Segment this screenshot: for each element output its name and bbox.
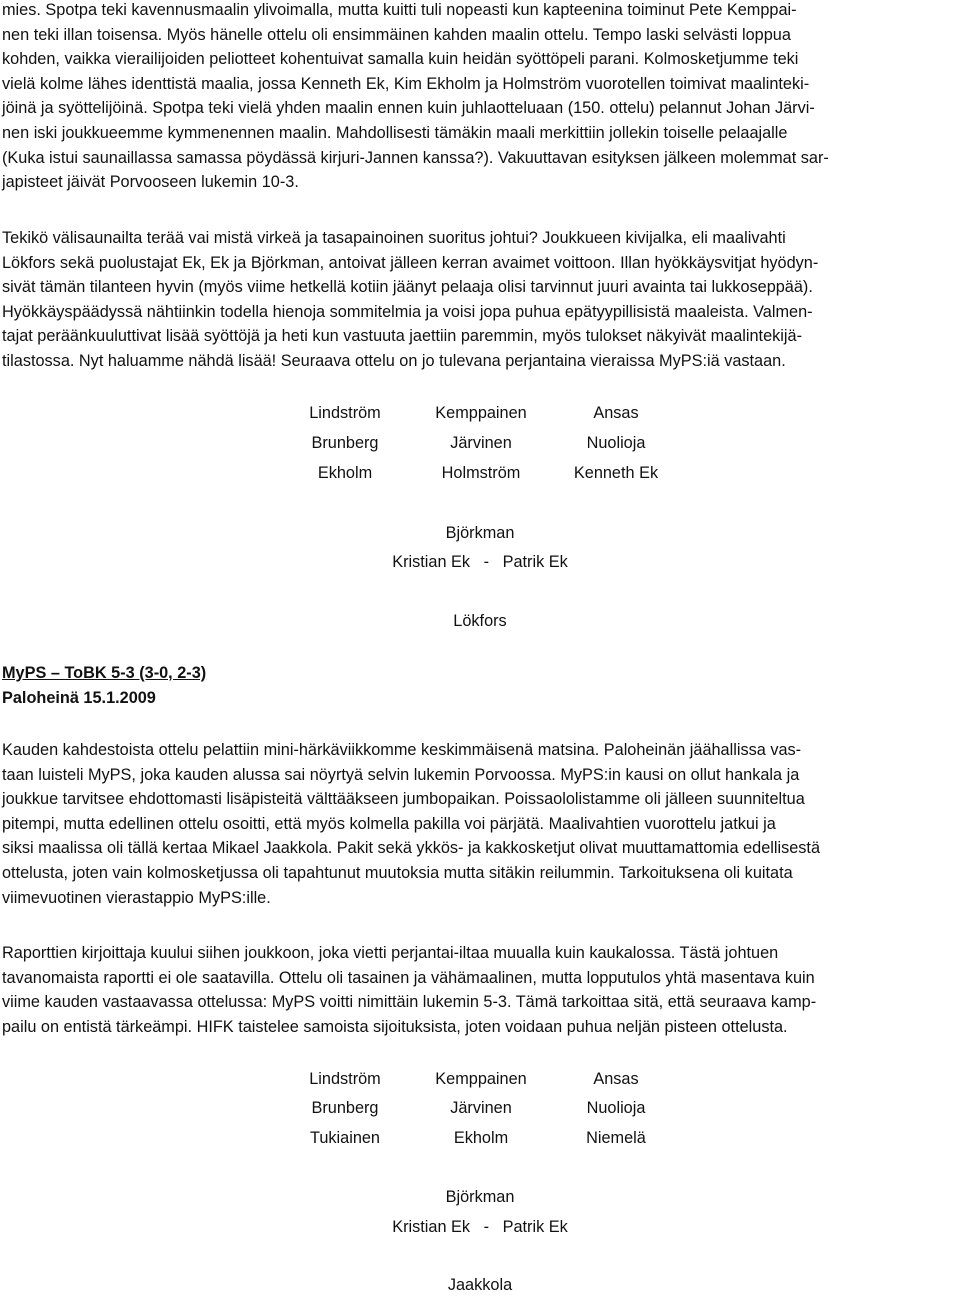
player-name: Brunberg <box>311 1099 379 1117</box>
player-name: Kemppainen <box>435 1070 527 1088</box>
player-name: Ekholm <box>317 464 373 482</box>
report-paragraph-3: Kauden kahdestoista ottelu pelattiin mini-härkäviikkomme keskimmäisenä matsina. Paloheinän jäähallissa vas- taan luisteli MyPS, joka kauden alussa sai nöyrtyä selvin lukemin Porvoossa. MyPS:in kausi on ollut hankala ja joukkue tarvitsee ehdottomasti lisäpisteitä välttääkseen jumbopaikan. Poissaololistamme oli jälleen suunniteltua pitempi, mutta edellinen ottelu osoitti, että myös kolmella pakilla voi pärjätä. Maalivahtien vuorottelu jatkui ja siksi maalissa oli tällä kertaa Mikael Jaakkola. Pakit sekä ykkös- ja kakkosketjut olivat muuttamattomia edellisestä ottelusta, joten vain kolmosketjussa oli tapahtunut muutoksia mutta sitäkin reilummin. Tarkoituksena oli kuitata viimevuotinen vierastappio MyPS:ille. <box>2 741 821 907</box>
player-name: Lindström <box>309 1070 381 1088</box>
player-name: Holmström <box>441 464 521 482</box>
match-venue-date: Paloheinä 15.1.2009 <box>2 689 156 707</box>
forward-line-3 <box>0 464 960 488</box>
goalie: Lökfors <box>453 612 507 630</box>
match-title: MyPS – ToBK 5-3 (3-0, 2-3) <box>2 664 207 682</box>
defense-pair: Kristian Ek - Patrik Ek <box>392 553 568 571</box>
player-name: Lindström <box>309 404 381 422</box>
player-name: Kenneth Ek <box>573 464 659 482</box>
player-name: Järvinen <box>450 434 512 452</box>
report-paragraph-4: Raporttien kirjoittaja kuului siihen joukkoon, joka vietti perjantai-iltaa muualla kuin kaukalossa. Tästä johtuen tavanomaista raportti ei ole saatavilla. Ottelu oli tasainen ja vähämaalinen, mutta lopputulos yhtä masentava kuin viime kauden vastaavassa ottelussa: MyPS voitti nimittäin lukemin 5-3. Tämä tarkoittaa sitä, että seuraava kamp- pailu on entistä tärkeämpi. HIFK taistelee samoista sijoituksista, joten voidaan puhua neljän pisteen ottelusta. <box>2 944 817 1036</box>
player-name: Brunberg <box>311 434 379 452</box>
player-name: Nuolioja <box>586 1099 646 1117</box>
forward-line-1 <box>0 404 960 428</box>
player-name: Ansas <box>593 404 639 422</box>
forward-line-3 <box>0 1129 960 1153</box>
player-name: Tukiainen <box>310 1129 380 1147</box>
player-name: Ansas <box>593 1070 639 1088</box>
forward-line-2 <box>0 434 960 458</box>
goalie: Jaakkola <box>447 1276 513 1294</box>
player-name: Nuolioja <box>586 434 646 452</box>
extra-defender: Björkman <box>445 524 515 542</box>
player-name: Järvinen <box>450 1099 512 1117</box>
report-paragraph-1: mies. Spotpa teki kavennusmaalin ylivoimalla, mutta kuitti tuli nopeasti kun kapteenina toiminut Pete Kemppai- nen teki illan toisensa. Myös hänelle ottelu oli ensimmäinen kahden maalin ottelu. Tempo laski selvästi loppua kohden, vaikka vierailijoiden peliotteet kohentuivat samalla kuin heidän syöttöpeli parani. Kolmosketjumme teki vielä kolme lähes identtistä maalia, jossa Kenneth Ek, Kim Ekholm ja Holmström vuorotellen toimivat maalinteki- jöinä ja syöttelijöinä. Spotpa teki vielä yhden maalin ennen kuin juhlaotteluaan (150. ottelu) pelannut Johan Järvi- nen iski joukkueemme kymmenennen maalin. Mahdollisesti tämäkin maali merkittiin jollekin toiselle pelaajalle (Kuka istui saunaillassa samassa pöydässä kirjuri-Jannen kanssa?). Vakuuttavan esityksen jälkeen molemmat sar- japisteet jäivät Porvooseen lukemin 10-3. <box>2 1 829 192</box>
forward-line-2 <box>0 1099 960 1123</box>
player-name: Niemelä <box>586 1129 646 1147</box>
extra-defender: Björkman <box>445 1188 515 1206</box>
player-name: Kemppainen <box>435 404 527 422</box>
defense-pair: Kristian Ek - Patrik Ek <box>392 1218 568 1236</box>
report-paragraph-2: Tekikö välisaunailta terää vai mistä virkeä ja tasapainoinen suoritus johtui? Joukkueen kivijalka, eli maalivahti Lökfors sekä puolustajat Ek, Ek ja Björkman, antoivat jälleen kerran avaimet voittoon. Illan hyökkäysvitjat hyödyn- sivät tämän tilanteen hyvin (myös viime hetkellä kotiin jäänyt pelaaja olisi tarvinnut juuri avainta tai lukkoseppää). Hyökkäyspäädyssä nähtiinkin todella hienoja sommitelmia ja voisi jopa puhua epätyypillisistä maaleista. Valmen- tajat peräänkuuluttivat lisää syöttöjä ja heti kun vastuuta jaettiin paremmin, myös tulokset näkyivät maalintekijä- tilastossa. Nyt haluamme nähdä lisää! Seuraava ottelu on jo tulevana perjantaina vieraissa MyPS:iä vastaan. <box>2 229 819 370</box>
player-name: Ekholm <box>453 1129 509 1147</box>
forward-line-1 <box>0 1070 960 1094</box>
